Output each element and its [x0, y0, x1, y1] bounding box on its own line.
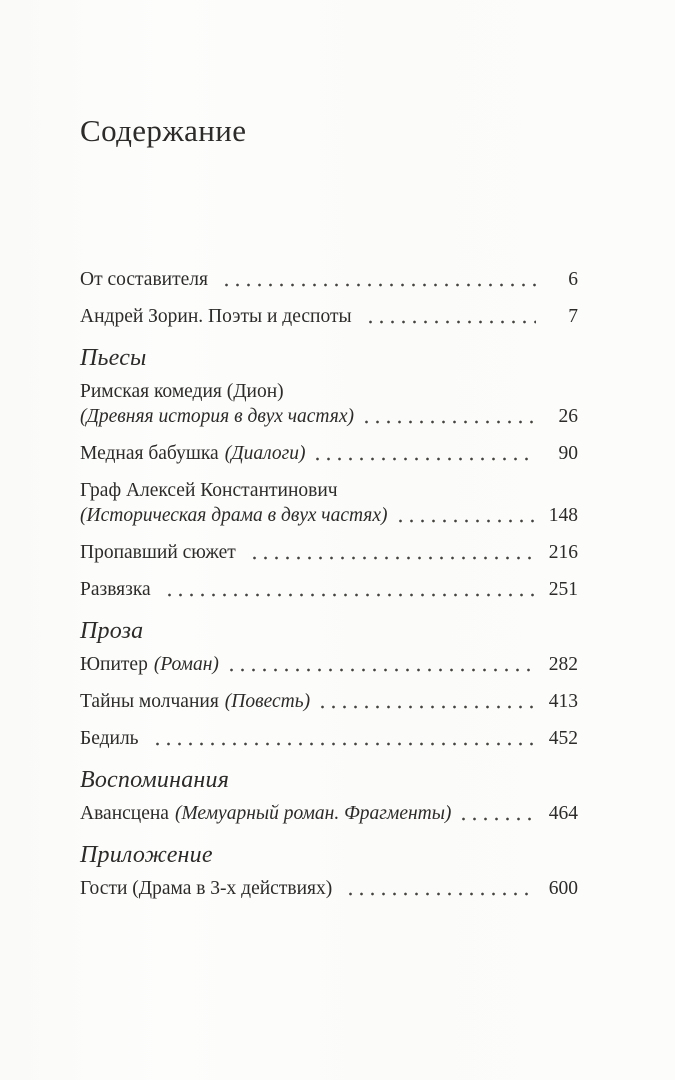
toc-entry	[80, 267, 578, 292]
page-number: 464	[548, 803, 578, 824]
toc-section-plays	[80, 343, 578, 602]
leader-dots	[249, 556, 536, 560]
page-title: Содержание	[80, 113, 247, 148]
entry-title: Бедиль	[80, 728, 139, 749]
page-number: 90	[558, 443, 578, 464]
leader-dots	[361, 420, 536, 424]
toc-entry	[80, 876, 578, 901]
entry-title-line1: Граф Алексей Константинович	[80, 480, 338, 501]
entry-subtitle-italic: (Роман)	[153, 654, 219, 675]
page-number: 251	[548, 579, 578, 600]
entry-title: Медная бабушка	[80, 443, 219, 464]
page-number: 148	[548, 505, 578, 526]
leader-dots	[458, 817, 536, 821]
page-number: 452	[548, 728, 578, 749]
toc-entry	[80, 478, 578, 528]
page-number: 600	[548, 878, 578, 899]
toc-entry	[80, 652, 578, 677]
entry-title: Тайны молчания	[80, 691, 219, 712]
leader-dots	[317, 705, 536, 709]
entry-subtitle-italic: (Повесть)	[224, 691, 311, 712]
page-number: 216	[548, 542, 578, 563]
entry-title: Гости (Драма в 3-х действиях)	[80, 878, 333, 899]
entry-title-line1: Римская комедия (Дион)	[80, 381, 284, 402]
page-number: 6	[568, 269, 578, 290]
section-heading: Проза	[80, 618, 144, 644]
toc-entry	[80, 726, 578, 751]
page-number: 282	[548, 654, 578, 675]
page-number: 26	[558, 406, 578, 427]
toc-entry	[80, 540, 578, 565]
toc-entry	[80, 689, 578, 714]
toc-section-prose	[80, 616, 578, 751]
entry-title: Пропавший сюжет	[80, 542, 236, 563]
section-heading: Воспоминания	[80, 767, 230, 793]
toc-front-matter	[80, 267, 578, 329]
entry-subtitle-italic: (Диалоги)	[224, 443, 306, 464]
entry-subtitle-italic: (Историческая драма в двух частях)	[80, 505, 388, 526]
leader-dots	[226, 668, 536, 672]
entry-title: Юпитер	[80, 654, 148, 675]
entry-subtitle-italic: (Древняя история в двух частях)	[80, 406, 354, 427]
toc-section-memoirs	[80, 765, 578, 826]
section-heading: Пьесы	[80, 345, 147, 371]
entry-title: Андрей Зорин. Поэты и деспоты	[80, 306, 352, 327]
entry-title: От составителя	[80, 269, 208, 290]
toc-entry	[80, 441, 578, 466]
leader-dots	[164, 593, 536, 597]
page-number: 413	[548, 691, 578, 712]
toc-entry	[80, 379, 578, 429]
entry-title: Развязка	[80, 579, 151, 600]
toc-entry	[80, 577, 578, 602]
toc-entry	[80, 304, 578, 329]
leader-dots	[221, 283, 536, 287]
leader-dots	[395, 519, 536, 523]
entry-title: Авансцена	[80, 803, 169, 824]
leader-dots	[152, 742, 536, 746]
leader-dots	[345, 892, 536, 896]
leader-dots	[312, 457, 536, 461]
toc-section-appendix	[80, 840, 578, 901]
toc-entry	[80, 801, 578, 826]
page-number: 7	[568, 306, 578, 327]
leader-dots	[365, 320, 536, 324]
section-heading: Приложение	[80, 842, 213, 868]
entry-subtitle-italic: (Мемуарный роман. Фрагменты)	[174, 803, 452, 824]
